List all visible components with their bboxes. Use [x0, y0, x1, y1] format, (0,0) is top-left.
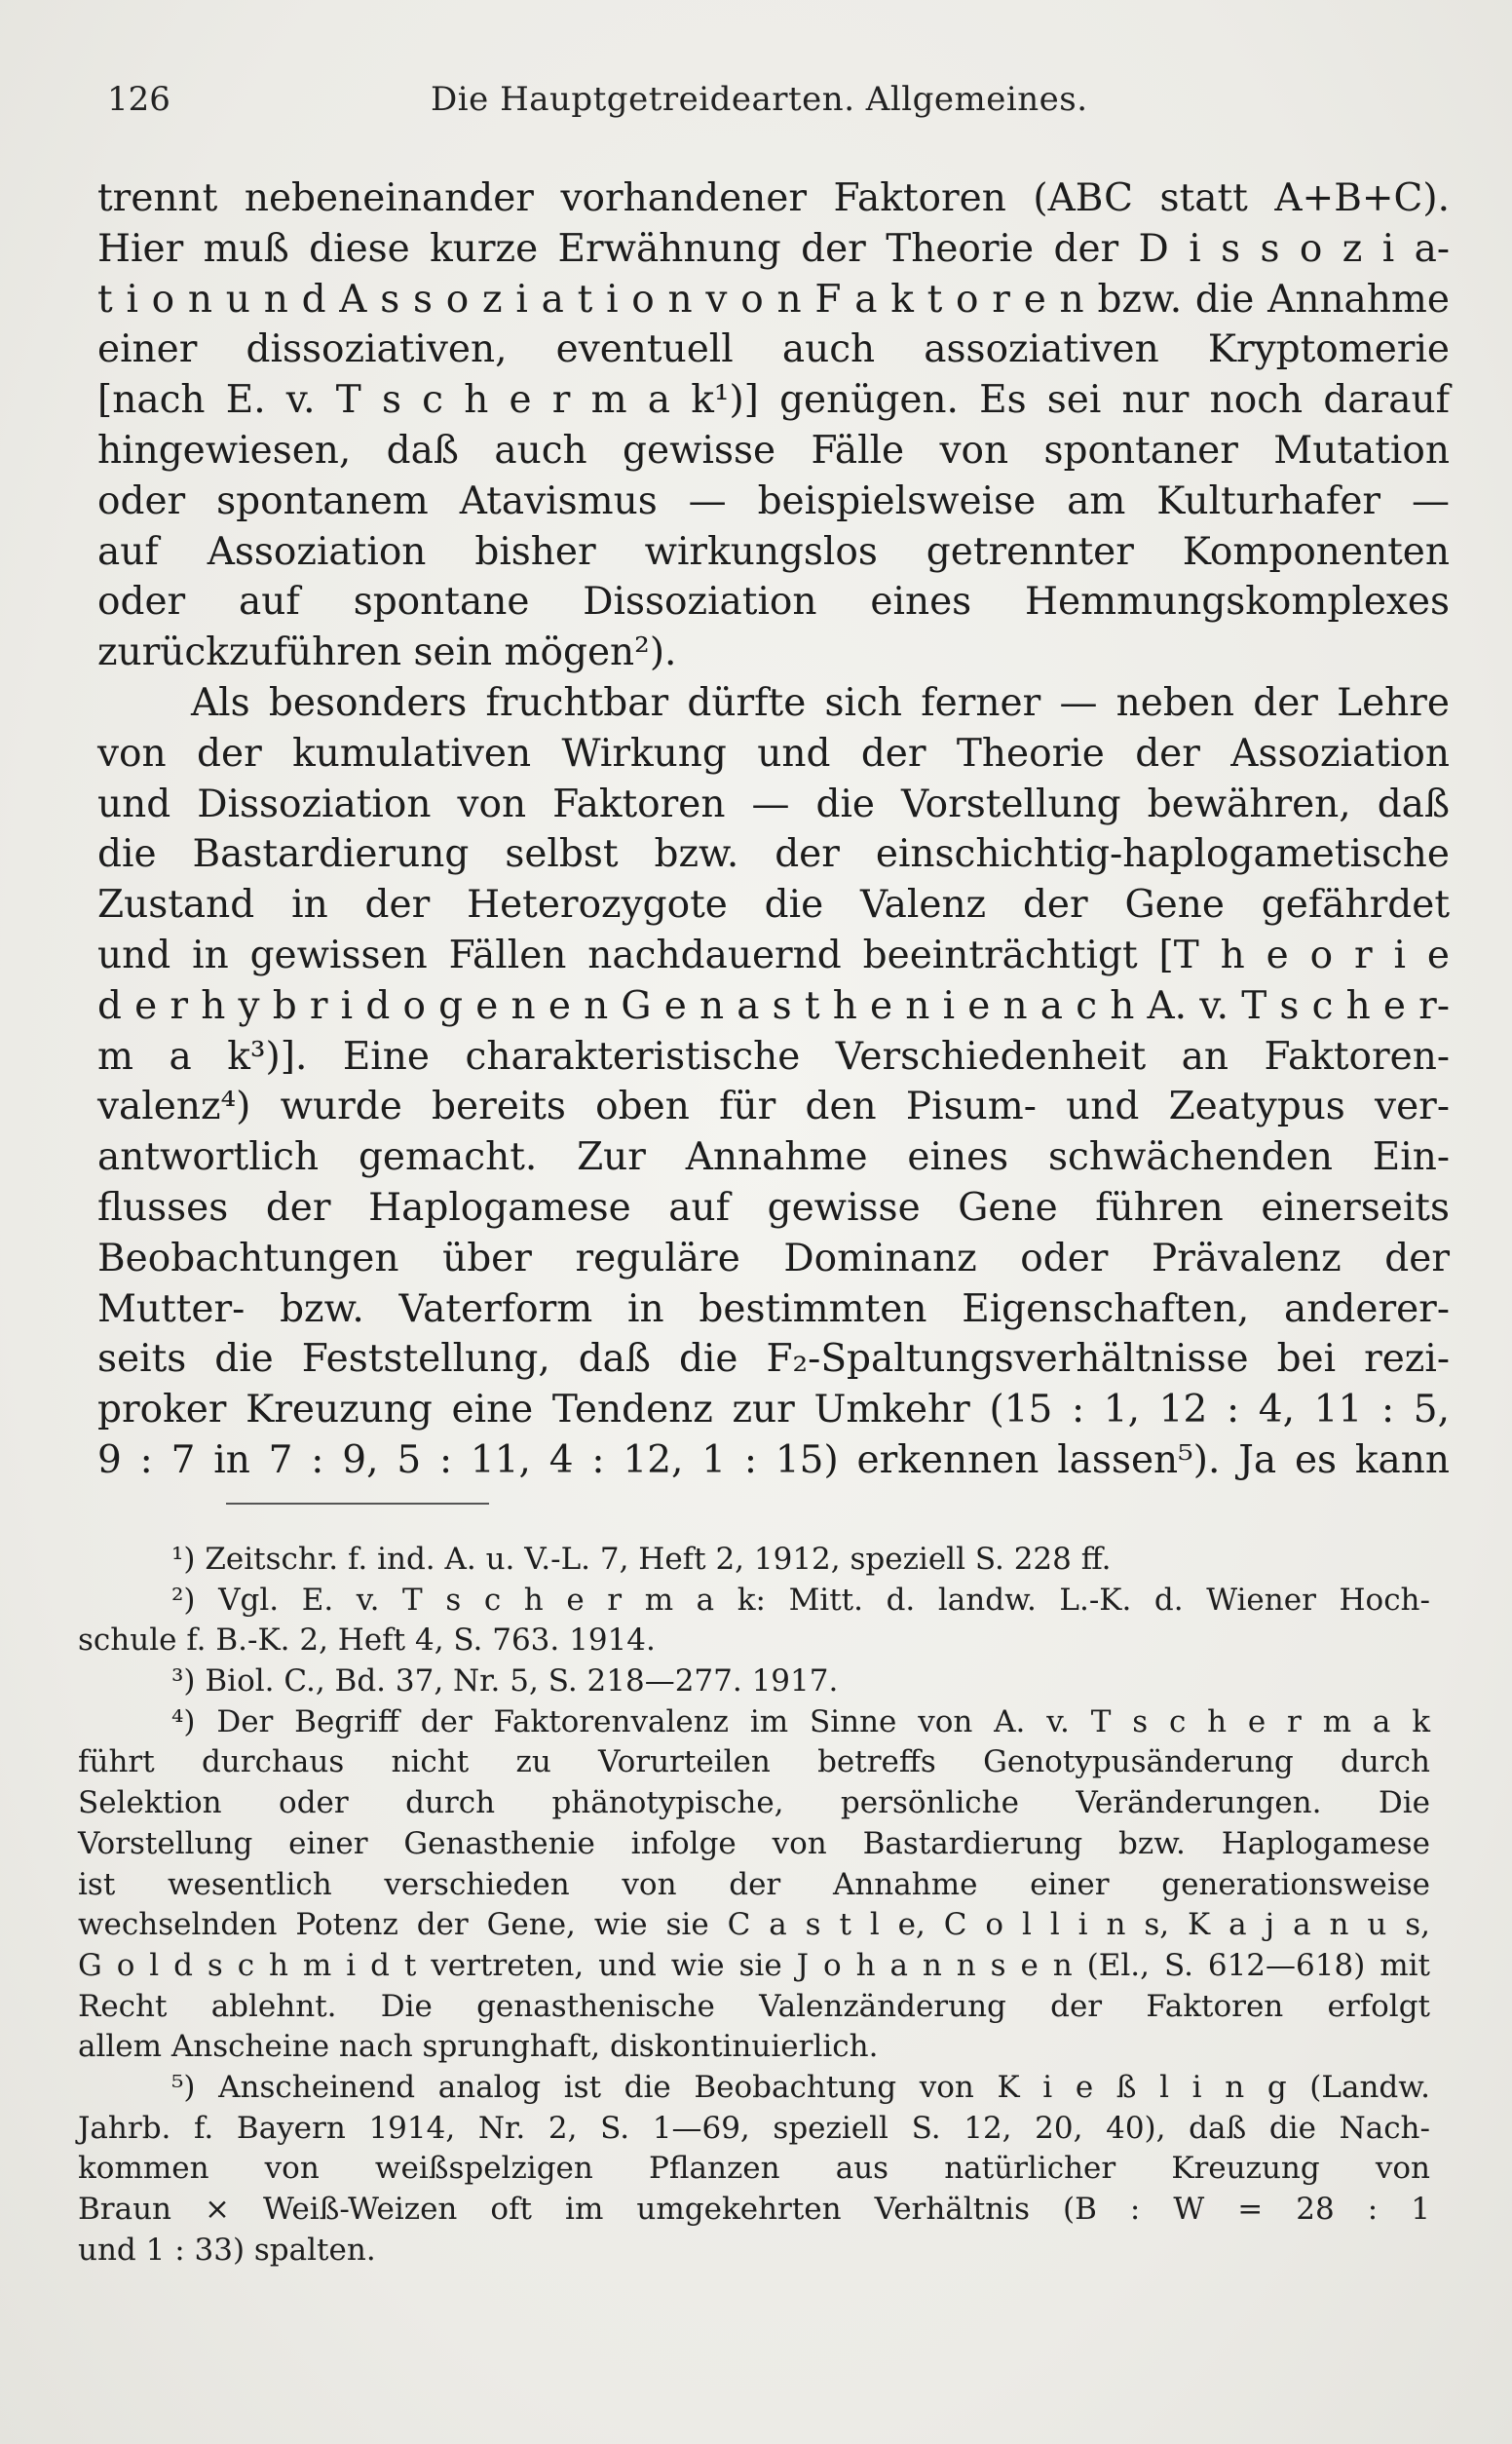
body-line: auf Assoziation bisher wirkungslos getrennter Komponenten	[97, 529, 1450, 574]
body-line: valenz⁴) wurde bereits oben für den Pisum- und Zeatypus ver-	[97, 1085, 1450, 1129]
body-line: und in gewissen Fällen nachdauernd beeinträchtigt [T h e o r i e	[97, 933, 1450, 977]
body-line: seits die Feststellung, daß die F₂-Spaltungsverhältnisse bei rezi-	[97, 1337, 1450, 1382]
body-line: m a k³)]. Eine charakteristische Verschiedenheit an Faktoren-	[97, 1034, 1450, 1079]
footnote-line: ²) Vgl. E. v. T s c h e r m a k: Mitt. d. landw. L.-K. d. Wiener Hoch-	[171, 1582, 1430, 1618]
footnote-line: allem Anscheine nach sprunghaft, diskontinuierlich.	[78, 2029, 879, 2065]
body-line: Zustand in der Heterozygote die Valenz der Gene gefährdet	[97, 883, 1450, 928]
footnote-line: Selektion oder durch phänotypische, persönliche Veränderungen. Die	[78, 1785, 1430, 1821]
body-line: oder auf spontane Dissoziation eines Hemmungskomplexes	[97, 580, 1450, 625]
footnote-line: Vorstellung einer Genasthenie infolge von Bastardierung bzw. Haplogamese	[78, 1825, 1430, 1861]
body-line: Als besonders fruchtbar dürfte sich ferner — neben der Lehre	[191, 680, 1450, 725]
body-line: Beobachtungen über reguläre Dominanz oder Prävalenz der	[97, 1236, 1450, 1280]
footnote-line: ist wesentlich verschieden von der Annahme einer generationsweise	[78, 1866, 1430, 1902]
page-header	[107, 80, 1442, 129]
footnote-line: G o l d s c h m i d t vertreten, und wie sie J o h a n n s e n (El., S. 612—618) mit	[78, 1947, 1430, 1983]
body-line: d e r h y b r i d o g e n e n G e n a s t h e n i e n a c h A. v. T s c h e r-	[97, 983, 1450, 1028]
body-line: Hier muß diese kurze Erwähnung der Theorie der D i s s o z i a-	[97, 226, 1450, 271]
running-title: Die Hauptgetreidearten. Allgemeines.	[431, 80, 1088, 119]
footnote-line: führt durchaus nicht zu Vorurteilen betreffs Genotypusänderung durch	[78, 1744, 1430, 1780]
body-line: zurückzuführen sein mögen²).	[97, 630, 677, 675]
body-line: oder spontanem Atavismus — beispielsweise am Kulturhafer —	[97, 478, 1450, 523]
footnote-line: wechselnden Potenz der Gene, wie sie C a s t l e, C o l l i n s, K a j a n u s,	[78, 1907, 1430, 1943]
body-line: einer dissoziativen, eventuell auch assoziativen Kryptomerie	[97, 327, 1450, 372]
body-line: t i o n u n d A s s o z i a t i o n v o n F a k t o r e n bzw. die Annahme	[97, 277, 1450, 322]
body-line: 9 : 7 in 7 : 9, 5 : 11, 4 : 12, 1 : 15) erkennen lassen⁵). Ja es kann	[97, 1437, 1450, 1482]
body-line: trennt nebeneinander vorhandener Faktoren (ABC statt A+B+C).	[97, 176, 1450, 220]
footnote-line: ³) Biol. C., Bd. 37, Nr. 5, S. 218—277. 1917.	[171, 1663, 839, 1699]
footnote-divider	[226, 1503, 489, 1505]
footnote-line: Braun × Weiß-Weizen oft im umgekehrten Verhältnis (B : W = 28 : 1	[78, 2192, 1430, 2227]
footnotes	[78, 1540, 1430, 2271]
footnote-line: kommen von weißspelzigen Pflanzen aus natürlicher Kreuzung von	[78, 2151, 1430, 2187]
body-line: hingewiesen, daß auch gewisse Fälle von spontaner Mutation	[97, 428, 1450, 473]
footnote-line: Jahrb. f. Bayern 1914, Nr. 2, S. 1—69, speziell S. 12, 20, 40), daß die Nach-	[78, 2110, 1430, 2146]
body-line: [nach E. v. T s c h e r m a k¹)] genügen. Es sei nur noch darauf	[97, 378, 1450, 423]
body-line: antwortlich gemacht. Zur Annahme eines schwächenden Ein-	[97, 1135, 1450, 1180]
footnote-line: ⁴) Der Begriff der Faktorenvalenz im Sinne von A. v. T s c h e r m a k	[171, 1703, 1430, 1739]
body-text	[97, 173, 1450, 1486]
body-line: die Bastardierung selbst bzw. der einschichtig-haplogametische	[97, 832, 1450, 877]
body-line: Mutter- bzw. Vaterform in bestimmten Eigenschaften, anderer-	[97, 1286, 1450, 1331]
footnote-line: schule f. B.-K. 2, Heft 4, S. 763. 1914.	[78, 1623, 656, 1659]
footnote-line: ¹) Zeitschr. f. ind. A. u. V.-L. 7, Heft 2, 1912, speziell S. 228 ff.	[171, 1542, 1112, 1577]
footnote-line: Recht ablehnt. Die genasthenische Valenzänderung der Faktoren erfolgt	[78, 1988, 1430, 2024]
body-line: proker Kreuzung eine Tendenz zur Umkehr (15 : 1, 12 : 4, 11 : 5,	[97, 1388, 1450, 1432]
body-line: und Dissoziation von Faktoren — die Vorstellung bewähren, daß	[97, 782, 1450, 826]
footnote-line: ⁵) Anscheinend analog ist die Beobachtung von K i e ß l i n g (Landw.	[171, 2069, 1430, 2105]
body-line: von der kumulativen Wirkung und der Theorie der Assoziation	[97, 731, 1450, 776]
footnote-line: und 1 : 33) spalten.	[78, 2232, 376, 2268]
page-number: 126	[107, 80, 170, 119]
body-line: flusses der Haplogamese auf gewisse Gene führen einerseits	[97, 1185, 1450, 1230]
